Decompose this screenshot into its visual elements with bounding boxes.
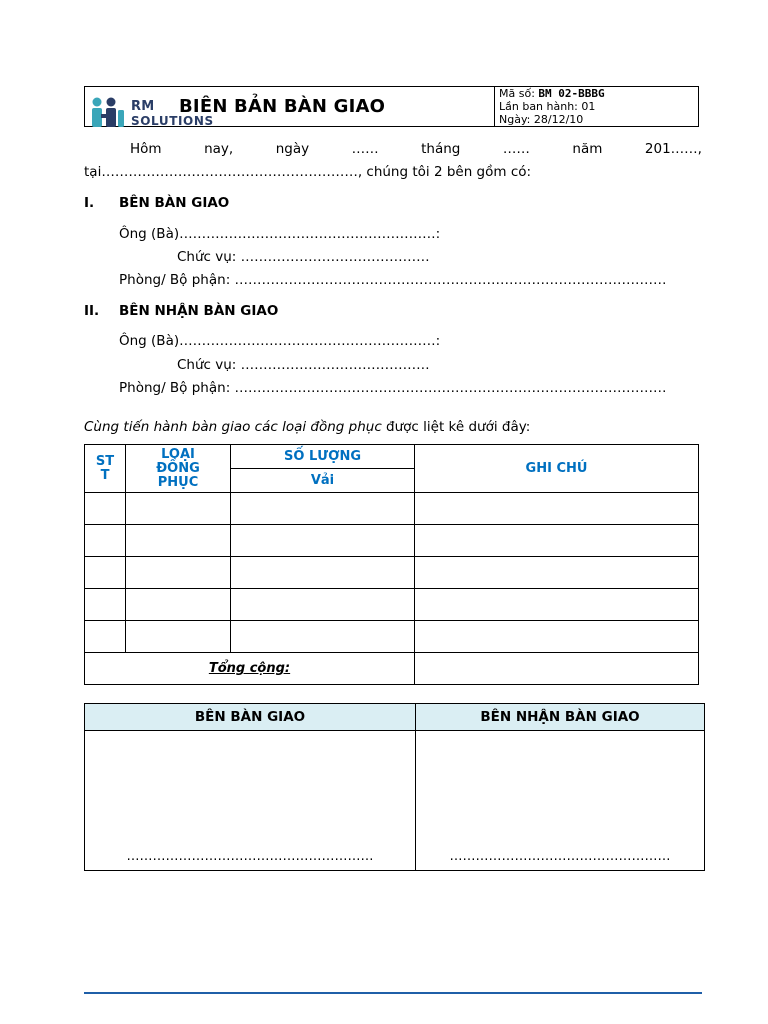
section1-department-field: Phòng/ Bộ phận: …………………………………………………………………………………… bbox=[119, 272, 667, 288]
cell-ghi-chu[interactable] bbox=[415, 493, 699, 525]
footer-divider bbox=[84, 992, 702, 994]
col-header-loai: LOẠI ĐỒNG PHỤC bbox=[126, 445, 231, 493]
cell-stt[interactable] bbox=[85, 589, 126, 621]
col-header-so-luong: SỐ LƯỢNG bbox=[231, 445, 415, 469]
total-value-cell[interactable] bbox=[415, 653, 699, 685]
cell-loai[interactable] bbox=[126, 621, 231, 653]
table-row bbox=[85, 525, 699, 557]
section2-number: II. bbox=[84, 303, 100, 319]
logo-text-rm: RM bbox=[131, 99, 155, 114]
section2-title: BÊN NHẬN BÀN GIAO bbox=[119, 303, 279, 319]
signature-line-receiver: …………………………………………… bbox=[449, 849, 671, 864]
cell-vai[interactable] bbox=[231, 525, 415, 557]
signature-body-row bbox=[85, 731, 705, 871]
list-intro bbox=[84, 419, 530, 435]
form-code-value: BM 02-BBBG bbox=[538, 87, 605, 100]
cell-stt[interactable] bbox=[85, 525, 126, 557]
col-header-vai: Vải bbox=[231, 469, 415, 493]
intro-word: tháng bbox=[421, 141, 461, 157]
signature-header-giver: BÊN BÀN GIAO bbox=[85, 704, 416, 731]
table-row bbox=[85, 589, 699, 621]
cell-vai[interactable] bbox=[231, 493, 415, 525]
section2-position-field: Chức vụ: …………………………………… bbox=[177, 357, 430, 373]
form-code-label: Mã số: bbox=[499, 87, 535, 100]
table-row bbox=[85, 621, 699, 653]
section1-number: I. bbox=[84, 195, 95, 211]
table-total-row bbox=[85, 653, 699, 685]
signature-line-giver: ………………………………………………… bbox=[126, 849, 374, 864]
intro-word: ngày bbox=[275, 141, 310, 157]
cell-loai[interactable] bbox=[126, 557, 231, 589]
section2-name-field: Ông (Bà)…………………………………………………: bbox=[119, 333, 441, 349]
cell-stt[interactable] bbox=[85, 621, 126, 653]
signature-table bbox=[84, 703, 705, 871]
cell-ghi-chu[interactable] bbox=[415, 525, 699, 557]
intro-word: nay, bbox=[204, 141, 234, 157]
table-row bbox=[85, 493, 699, 525]
cell-vai[interactable] bbox=[231, 557, 415, 589]
cell-vai[interactable] bbox=[231, 621, 415, 653]
cell-stt[interactable] bbox=[85, 557, 126, 589]
section1-title: BÊN BÀN GIAO bbox=[119, 195, 230, 211]
total-label: Tổng cộng: bbox=[85, 653, 415, 685]
cell-ghi-chu[interactable] bbox=[415, 557, 699, 589]
intro-word: …… bbox=[502, 141, 530, 157]
col-header-stt: ST T bbox=[85, 445, 126, 493]
intro-date-line bbox=[84, 141, 702, 157]
section2-department-field: Phòng/ Bộ phận: …………………………………………………………………………………… bbox=[119, 380, 667, 396]
signature-header-receiver: BÊN NHẬN BÀN GIAO bbox=[416, 704, 705, 731]
table-row bbox=[85, 557, 699, 589]
intro-word: …… bbox=[351, 141, 379, 157]
form-code-line bbox=[499, 87, 697, 100]
cell-vai[interactable] bbox=[231, 589, 415, 621]
document-title: BIÊN BẢN BÀN GIAO bbox=[179, 96, 386, 117]
signature-box-giver[interactable] bbox=[85, 731, 416, 871]
logo-mark-icon bbox=[89, 96, 125, 128]
signature-header-row bbox=[85, 704, 705, 731]
logo-text-solutions: SOLUTIONS bbox=[131, 114, 214, 128]
cell-loai[interactable] bbox=[126, 525, 231, 557]
list-intro-italic: Cùng tiến hành bàn giao các loại đồng phục bbox=[84, 419, 382, 435]
cell-ghi-chu[interactable] bbox=[415, 589, 699, 621]
intro-location-line: tại…………………………………………………, chúng tôi 2 bên gồm có: bbox=[84, 164, 532, 180]
document-header bbox=[84, 86, 699, 127]
header-title-cell bbox=[85, 87, 495, 126]
issue-number: Lần ban hành: 01 bbox=[499, 100, 596, 113]
cell-loai[interactable] bbox=[126, 493, 231, 525]
intro-word: Hôm bbox=[130, 141, 162, 157]
cell-stt[interactable] bbox=[85, 493, 126, 525]
cell-loai[interactable] bbox=[126, 589, 231, 621]
table-header-row bbox=[85, 445, 699, 469]
section1-position-field: Chức vụ: …………………………………… bbox=[177, 249, 430, 265]
intro-word: 201……, bbox=[644, 141, 702, 157]
issue-date: Ngày: 28/12/10 bbox=[499, 113, 584, 126]
col-header-ghi-chu: GHI CHÚ bbox=[415, 445, 699, 493]
document-meta bbox=[499, 87, 697, 126]
intro-word: năm bbox=[572, 141, 603, 157]
signature-box-receiver[interactable] bbox=[416, 731, 705, 871]
section1-name-field: Ông (Bà)…………………………………………………: bbox=[119, 226, 441, 242]
uniform-items-table bbox=[84, 444, 699, 685]
cell-ghi-chu[interactable] bbox=[415, 621, 699, 653]
list-intro-rest: được liệt kê dưới đây: bbox=[381, 419, 531, 435]
